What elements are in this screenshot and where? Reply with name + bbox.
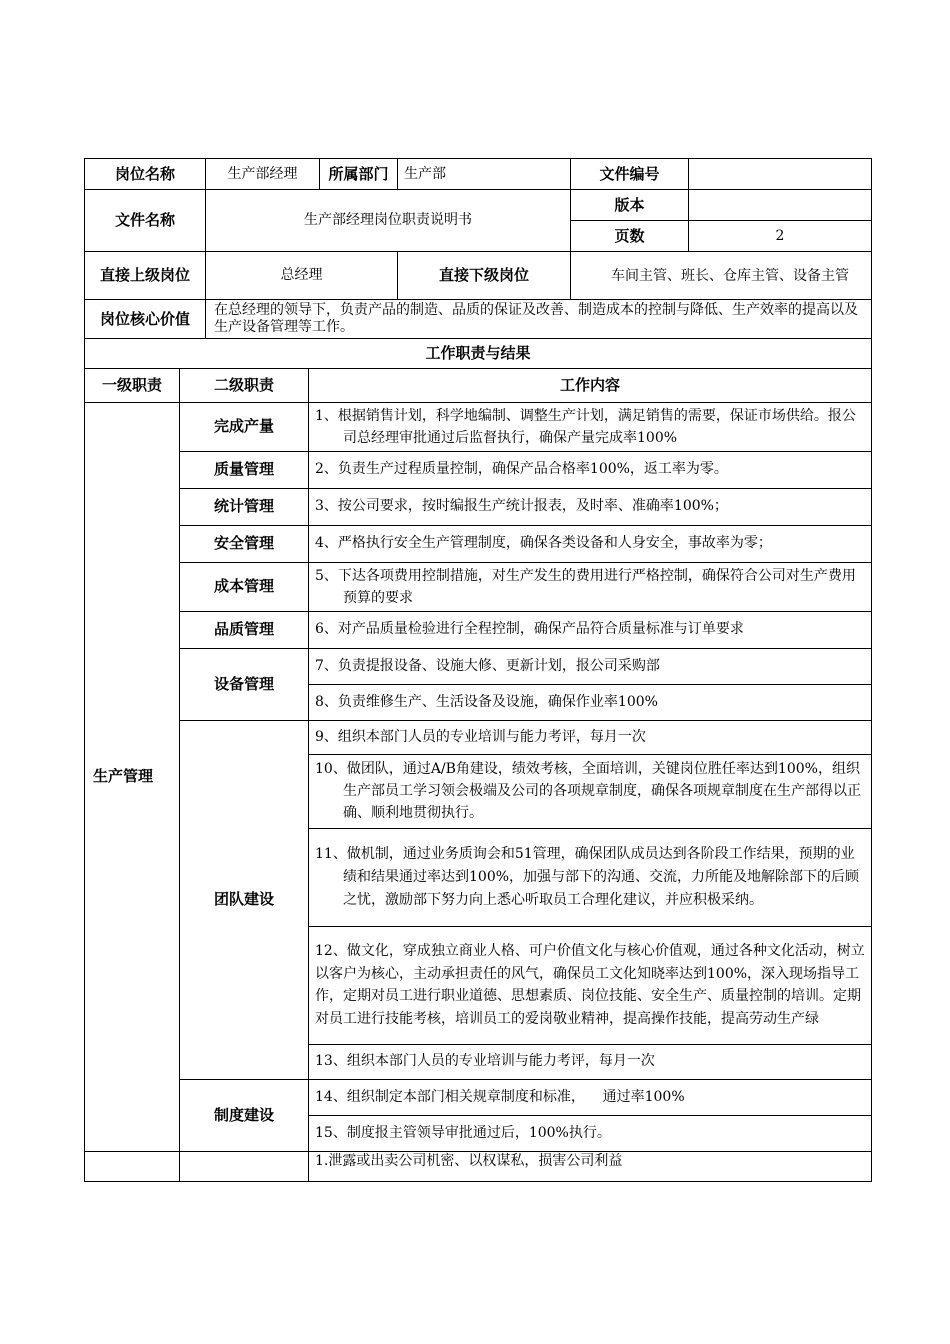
- group-name: 品质管理: [180, 611, 309, 648]
- group-name: 制度建设: [180, 1079, 309, 1151]
- version-value: [689, 190, 872, 221]
- duty-item: 14、组织制定本部门相关规章制度和标准， 通过率100%: [309, 1079, 872, 1115]
- duty-item: 12、做文化，穿成独立商业人格、可户价值文化与核心价值观，通过各种文化活动，树立以客户为核心，主动承担责任的风气，确保员工文化知晓率达到100%，深入现场指导工作，定期对员工进行职业道德、思想素质、岗位技能、安全生产、质量控制的培训。定期对员工进行技能考核，培训员工的爱岗敬业精神，提高操作技能，提高劳动生产绿: [309, 926, 872, 1044]
- subordinate-label: 直接下级岗位: [398, 252, 571, 300]
- file-name-label: 文件名称: [85, 190, 206, 252]
- group-name: 设备管理: [180, 648, 309, 720]
- col-secondary-header: 二级职责: [180, 368, 309, 402]
- duty-item: 11、做机制，通过业务质询会和51管理，确保团队成员达到各阶段工作结果，预期的业绩和结果通过率达到100%，加强与部下的沟通、交流，力所能及地解除部下的后顾之忧，激励部下努力向上悉心听取员工合理化建议，并应积极采纳。: [309, 828, 872, 926]
- duty-item: 3、按公司要求，按时编报生产统计报表，及时率、准确率100%；: [309, 488, 872, 525]
- empty-cell: [180, 1151, 309, 1181]
- duty-item: 9、组织本部门人员的专业培训与能力考评，每月一次: [309, 720, 872, 754]
- post-name-value: 生产部经理: [206, 159, 320, 190]
- col-content-header: 工作内容: [309, 368, 872, 402]
- duty-item: 1、根据销售计划，科学地编制、调整生产计划，满足销售的需要，保证市场供给。报公司总经理审批通过后监督执行，确保产量完成率100%: [309, 402, 872, 451]
- group-name: 安全管理: [180, 525, 309, 562]
- col-primary-header: 一级职责: [85, 368, 180, 402]
- primary-duty-cell: 生产管理: [85, 402, 180, 1151]
- core-value-text: 在总经理的领导下，负责产品的制造、品质的保证及改善、制造成本的控制与降低、生产效率的提高以及生产设备管理等工作。: [206, 300, 872, 339]
- group-name: 完成产量: [180, 402, 309, 451]
- subordinate-value: 车间主管、班长、仓库主管、设备主管: [571, 252, 872, 300]
- dept-value: 生产部: [398, 159, 571, 190]
- pages-label: 页数: [571, 221, 689, 252]
- group-name: 统计管理: [180, 488, 309, 525]
- duty-item: 5、下达各项费用控制措施，对生产发生的费用进行严格控制，确保符合公司对生产费用预算的要求: [309, 562, 872, 611]
- duties-table: [84, 338, 872, 1182]
- duty-item: 15、制度报主管领导审批通过后，100%执行。: [309, 1115, 872, 1151]
- superior-value: 总经理: [206, 252, 398, 300]
- file-name-value: 生产部经理岗位职责说明书: [206, 190, 571, 252]
- group-name: 质量管理: [180, 451, 309, 488]
- doc-no-value: [689, 159, 872, 190]
- pages-value: 2: [689, 221, 872, 252]
- duty-item: 6、对产品质量检验进行全程控制，确保产品符合质量标准与订单要求: [309, 611, 872, 648]
- duty-item: 2、负责生产过程质量控制，确保产品合格率100%，返工率为零。: [309, 451, 872, 488]
- duty-item: 4、严格执行安全生产管理制度，确保各类设备和人身安全，事故率为零；: [309, 525, 872, 562]
- duty-item: 7、负责提报设备、设施大修、更新计划，报公司采购部: [309, 648, 872, 684]
- duty-item: 13、组织本部门人员的专业培训与能力考评，每月一次: [309, 1044, 872, 1079]
- group-name: 团队建设: [180, 720, 309, 1079]
- superior-label: 直接上级岗位: [85, 252, 206, 300]
- dept-label: 所属部门: [320, 159, 398, 190]
- version-label: 版本: [571, 190, 689, 221]
- post-name-label: 岗位名称: [85, 159, 206, 190]
- last-row-item: 1.泄露或出卖公司机密、以权谋私，损害公司利益: [309, 1151, 872, 1181]
- core-value-label: 岗位核心价值: [85, 300, 206, 339]
- section-title: 工作职责与结果: [85, 338, 872, 368]
- duty-item: 10、做团队，通过A/B角建设，绩效考核，全面培训，关键岗位胜任率达到100%，组织生产部员工学习领会极端及公司的各项规章制度，确保各项规章制度在生产部得以正确、顺利地贯彻执行。: [309, 754, 872, 828]
- doc-no-label: 文件编号: [571, 159, 689, 190]
- duty-item: 8、负责维修生产、生活设备及设施，确保作业率100%: [309, 684, 872, 720]
- empty-cell: [85, 1151, 180, 1181]
- group-name: 成本管理: [180, 562, 309, 611]
- header-table: [84, 158, 872, 339]
- job-description-document: [84, 158, 871, 1182]
